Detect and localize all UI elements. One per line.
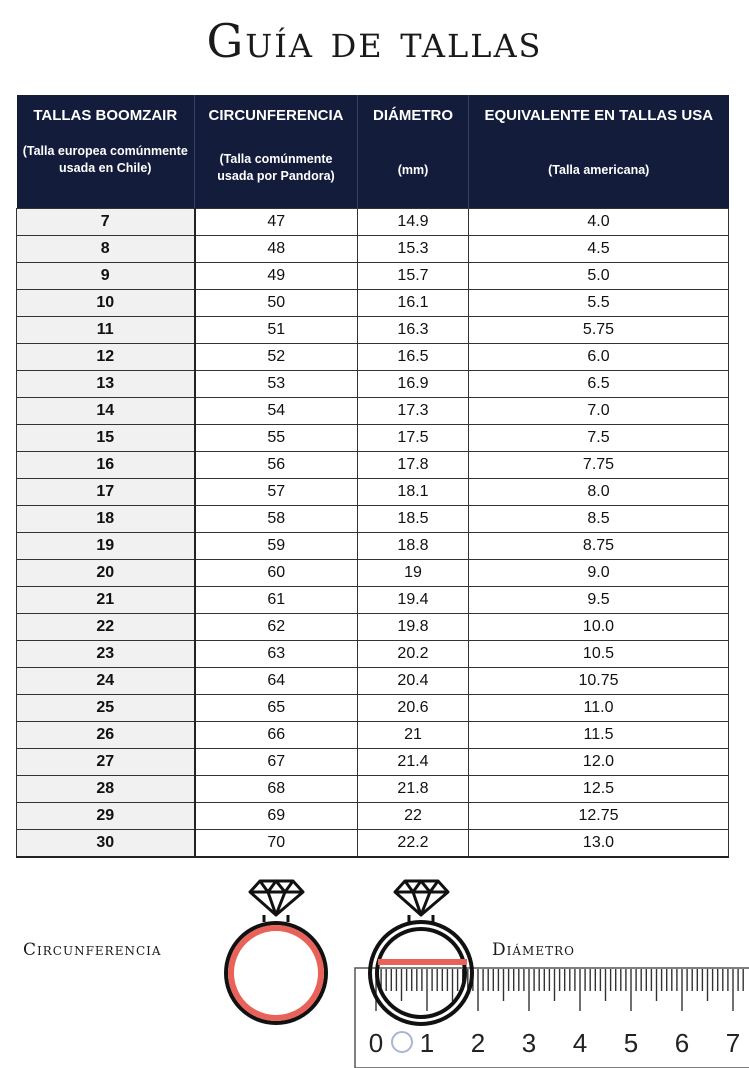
cell-talla-boomzair: 22 xyxy=(17,613,195,640)
cell-diametro: 16.9 xyxy=(358,370,469,397)
cell-talla-boomzair: 11 xyxy=(17,316,195,343)
cell-talla-usa: 12.5 xyxy=(469,775,729,802)
table-row xyxy=(17,613,729,640)
table-row xyxy=(17,667,729,694)
cell-talla-usa: 7.5 xyxy=(469,424,729,451)
cell-talla-usa: 13.0 xyxy=(469,829,729,857)
cell-circunferencia: 48 xyxy=(195,235,358,262)
cell-talla-boomzair: 19 xyxy=(17,532,195,559)
cell-talla-usa: 10.0 xyxy=(469,613,729,640)
header-main-label: TALLAS BOOMZAIR xyxy=(33,107,178,124)
diamond-icon xyxy=(395,881,448,915)
cell-diametro: 19 xyxy=(358,559,469,586)
table-row xyxy=(17,532,729,559)
cell-talla-boomzair: 18 xyxy=(17,505,195,532)
cell-diametro: 16.5 xyxy=(358,343,469,370)
table-row xyxy=(17,397,729,424)
cell-circunferencia: 55 xyxy=(195,424,358,451)
cell-diametro: 20.2 xyxy=(358,640,469,667)
cell-circunferencia: 65 xyxy=(195,694,358,721)
cell-diametro: 22.2 xyxy=(358,829,469,857)
cell-talla-usa: 5.5 xyxy=(469,289,729,316)
cell-talla-usa: 8.0 xyxy=(469,478,729,505)
header-sub-label: (Talla europea comúnmente usada en Chile) xyxy=(22,144,188,175)
cell-talla-boomzair: 15 xyxy=(17,424,195,451)
cell-circunferencia: 61 xyxy=(195,586,358,613)
cell-circunferencia: 53 xyxy=(195,370,358,397)
cell-circunferencia: 69 xyxy=(195,802,358,829)
cell-talla-boomzair: 20 xyxy=(17,559,195,586)
cell-circunferencia: 63 xyxy=(195,640,358,667)
cell-circunferencia: 54 xyxy=(195,397,358,424)
cell-diametro: 17.8 xyxy=(358,451,469,478)
diameter-label: Diámetro xyxy=(492,940,575,960)
header-main-label: DIÁMETRO xyxy=(373,107,453,124)
cell-talla-usa: 12.75 xyxy=(469,802,729,829)
cell-talla-boomzair: 8 xyxy=(17,235,195,262)
table-row xyxy=(17,316,729,343)
cell-talla-boomzair: 30 xyxy=(17,829,195,857)
table-row xyxy=(17,343,729,370)
ruler-number: 2 xyxy=(470,1028,486,1058)
cell-circunferencia: 51 xyxy=(195,316,358,343)
table-header xyxy=(17,95,729,208)
cell-diametro: 17.3 xyxy=(358,397,469,424)
cell-talla-boomzair: 28 xyxy=(17,775,195,802)
cell-circunferencia: 67 xyxy=(195,748,358,775)
cell-circunferencia: 50 xyxy=(195,289,358,316)
cell-talla-boomzair: 7 xyxy=(17,208,195,235)
cell-circunferencia: 62 xyxy=(195,613,358,640)
cell-diametro: 20.4 xyxy=(358,667,469,694)
cell-circunferencia: 60 xyxy=(195,559,358,586)
cell-diametro: 22 xyxy=(358,802,469,829)
cell-talla-boomzair: 26 xyxy=(17,721,195,748)
ruler-number: 0 xyxy=(368,1028,384,1058)
ruler-number: 3 xyxy=(521,1028,537,1058)
ruler-number: 7 xyxy=(725,1028,741,1058)
cell-talla-boomzair: 17 xyxy=(17,478,195,505)
cell-diametro: 14.9 xyxy=(358,208,469,235)
circumference-label: Circunferencia xyxy=(23,940,162,960)
cell-talla-boomzair: 14 xyxy=(17,397,195,424)
cell-diametro: 18.5 xyxy=(358,505,469,532)
cell-talla-usa: 9.5 xyxy=(469,586,729,613)
page-title: Guía de tallas xyxy=(206,14,543,68)
header-main-label: EQUIVALENTE EN TALLAS USA xyxy=(484,107,714,124)
cell-talla-boomzair: 29 xyxy=(17,802,195,829)
cell-talla-boomzair: 10 xyxy=(17,289,195,316)
cell-talla-boomzair: 27 xyxy=(17,748,195,775)
cell-talla-boomzair: 21 xyxy=(17,586,195,613)
cell-diametro: 17.5 xyxy=(358,424,469,451)
cell-diametro: 19.8 xyxy=(358,613,469,640)
table-row xyxy=(17,451,729,478)
cell-talla-boomzair: 25 xyxy=(17,694,195,721)
ring-circumference-icon xyxy=(226,881,326,1023)
ruler-number: 5 xyxy=(623,1028,639,1058)
header-sub-label: (Talla americana) xyxy=(548,163,650,177)
ruler-number: 6 xyxy=(674,1028,690,1058)
ruler-number: 4 xyxy=(572,1028,588,1058)
cell-talla-boomzair: 12 xyxy=(17,343,195,370)
cell-circunferencia: 64 xyxy=(195,667,358,694)
cell-talla-usa: 5.75 xyxy=(469,316,729,343)
cell-diametro: 18.1 xyxy=(358,478,469,505)
table-row xyxy=(17,694,729,721)
table-row xyxy=(17,478,729,505)
table-row xyxy=(17,802,729,829)
table-row xyxy=(17,559,729,586)
header-circunferencia xyxy=(195,95,358,208)
table-row xyxy=(17,289,729,316)
cell-talla-usa: 8.75 xyxy=(469,532,729,559)
table-row xyxy=(17,370,729,397)
cell-talla-usa: 10.75 xyxy=(469,667,729,694)
table-body xyxy=(17,208,729,857)
cell-talla-usa: 6.0 xyxy=(469,343,729,370)
diamond-icon xyxy=(250,881,303,915)
cell-talla-usa: 4.0 xyxy=(469,208,729,235)
cell-talla-boomzair: 13 xyxy=(17,370,195,397)
cell-diametro: 16.3 xyxy=(358,316,469,343)
cell-talla-usa: 4.5 xyxy=(469,235,729,262)
cell-circunferencia: 49 xyxy=(195,262,358,289)
header-diametro xyxy=(358,95,469,208)
cell-diametro: 15.7 xyxy=(358,262,469,289)
table-row xyxy=(17,748,729,775)
cell-circunferencia: 66 xyxy=(195,721,358,748)
cell-talla-boomzair: 24 xyxy=(17,667,195,694)
cell-diametro: 21 xyxy=(358,721,469,748)
cell-talla-usa: 12.0 xyxy=(469,748,729,775)
table-row xyxy=(17,208,729,235)
cell-talla-usa: 7.0 xyxy=(469,397,729,424)
cell-circunferencia: 57 xyxy=(195,478,358,505)
header-tallas-usa xyxy=(469,95,729,208)
table-row xyxy=(17,235,729,262)
cell-talla-usa: 9.0 xyxy=(469,559,729,586)
size-table xyxy=(16,95,729,858)
table-row xyxy=(17,505,729,532)
table-row xyxy=(17,424,729,451)
cell-talla-usa: 10.5 xyxy=(469,640,729,667)
cell-diametro: 21.8 xyxy=(358,775,469,802)
cell-diametro: 16.1 xyxy=(358,289,469,316)
header-sub-label: (Talla comúnmente usada por Pandora) xyxy=(217,152,335,183)
cell-talla-boomzair: 16 xyxy=(17,451,195,478)
cell-diametro: 21.4 xyxy=(358,748,469,775)
header-tallas-boomzair xyxy=(17,95,195,208)
cell-circunferencia: 58 xyxy=(195,505,358,532)
header-sub-label: (mm) xyxy=(397,163,429,177)
cell-diametro: 19.4 xyxy=(358,586,469,613)
cell-circunferencia: 59 xyxy=(195,532,358,559)
cell-circunferencia: 56 xyxy=(195,451,358,478)
cell-talla-usa: 6.5 xyxy=(469,370,729,397)
cell-circunferencia: 68 xyxy=(195,775,358,802)
cell-talla-usa: 5.0 xyxy=(469,262,729,289)
cell-diametro: 18.8 xyxy=(358,532,469,559)
table-row xyxy=(17,640,729,667)
table-row xyxy=(17,262,729,289)
ruler-number: 1 xyxy=(419,1028,435,1058)
table-row xyxy=(17,586,729,613)
cell-diametro: 20.6 xyxy=(358,694,469,721)
cell-circunferencia: 47 xyxy=(195,208,358,235)
table-row xyxy=(17,721,729,748)
cell-talla-usa: 11.5 xyxy=(469,721,729,748)
header-main-label: CIRCUNFERENCIA xyxy=(208,107,344,124)
cell-talla-usa: 8.5 xyxy=(469,505,729,532)
cell-talla-boomzair: 9 xyxy=(17,262,195,289)
cell-circunferencia: 70 xyxy=(195,829,358,857)
ring-illustration xyxy=(0,870,749,1068)
cell-talla-boomzair: 23 xyxy=(17,640,195,667)
table-row xyxy=(17,775,729,802)
table-row xyxy=(17,829,729,857)
cell-circunferencia: 52 xyxy=(195,343,358,370)
cell-talla-usa: 11.0 xyxy=(469,694,729,721)
cell-talla-usa: 7.75 xyxy=(469,451,729,478)
cell-diametro: 15.3 xyxy=(358,235,469,262)
